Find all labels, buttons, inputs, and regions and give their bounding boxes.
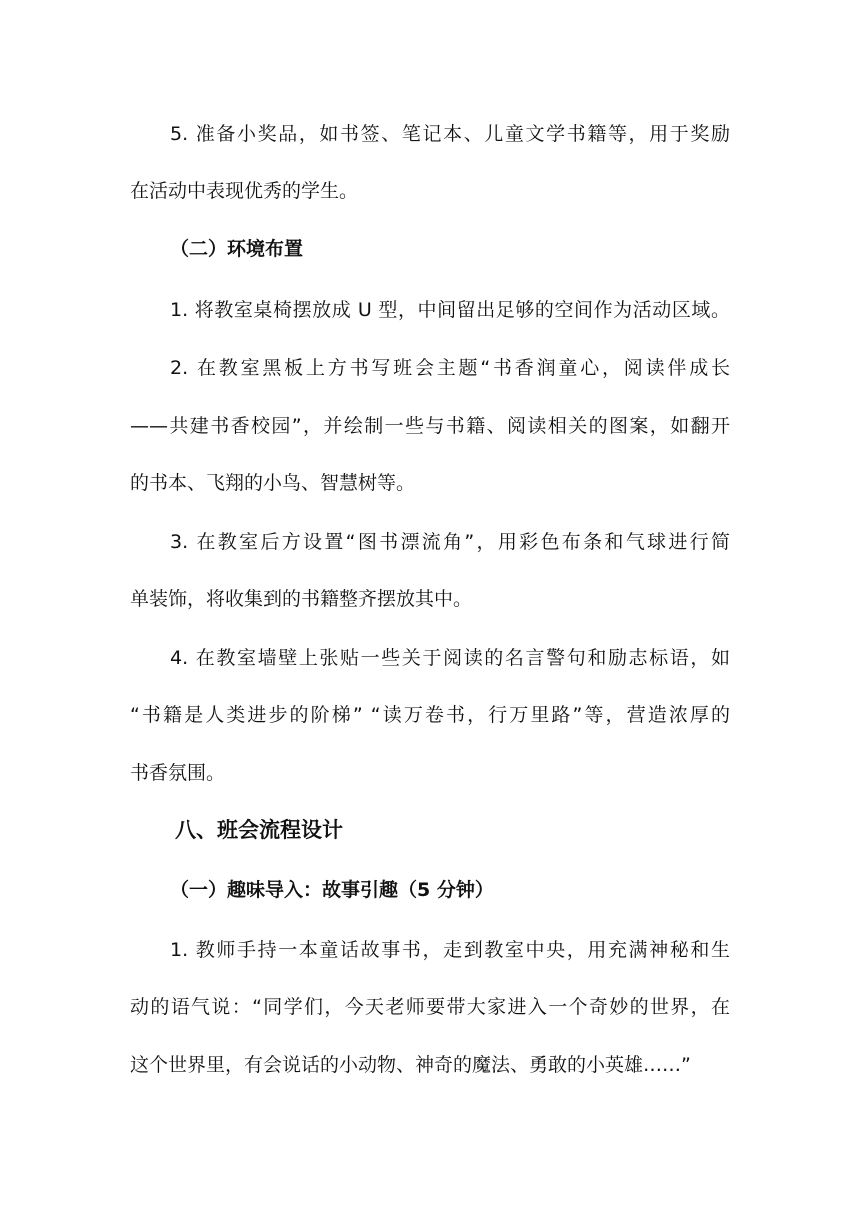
intro-item1-line2: 动的语气说：“同学们，今天老师要带大家进入一个奇妙的世界，在	[130, 996, 730, 1018]
intro-item1-line3: 这个世界里，有会说话的小动物、神奇的魔法、勇敢的小英雄……”	[130, 1054, 691, 1076]
env-item4-line3: 书香氛围。	[130, 762, 226, 784]
env-item3-line2: 单装饰，将收集到的书籍整齐摆放其中。	[130, 588, 473, 610]
env-item4-line2: “书籍是人类进步的阶梯” “读万卷书，行万里路”等，营造浓厚的	[130, 704, 730, 726]
env-item2-line2: ——共建书香校园”，并绘制一些与书籍、阅读相关的图案，如翻开	[130, 415, 730, 437]
env-item4-line1: 4. 在教室墙壁上张贴一些关于阅读的名言警句和励志标语，如	[170, 647, 730, 669]
env-item3-line1: 3. 在教室后方设置“图书漂流角”，用彩色布条和气球进行简	[170, 531, 730, 553]
intro-item1-line1: 1. 教师手持一本童话故事书，走到教室中央，用充满神秘和生	[170, 939, 730, 961]
section-heading-environment: （二）环境布置	[170, 238, 304, 260]
env-item2-line3: 的书本、飞翔的小鸟、智慧树等。	[130, 472, 416, 494]
env-item1-line1: 1. 将教室桌椅摆放成 U 型，中间留出足够的空间作为活动区域。	[170, 299, 730, 321]
section-heading-process: 八、班会流程设计	[175, 818, 343, 842]
subsection-heading-intro: （一）趣味导入：故事引趣（5 分钟）	[170, 879, 494, 901]
env-item2-line1: 2. 在教室黑板上方书写班会主题“书香润童心，阅读伴成长	[170, 357, 730, 379]
prep-item5-line1: 5. 准备小奖品，如书签、笔记本、儿童文学书籍等，用于奖励	[170, 123, 730, 145]
prep-item5-line2: 在活动中表现优秀的学生。	[130, 180, 359, 202]
